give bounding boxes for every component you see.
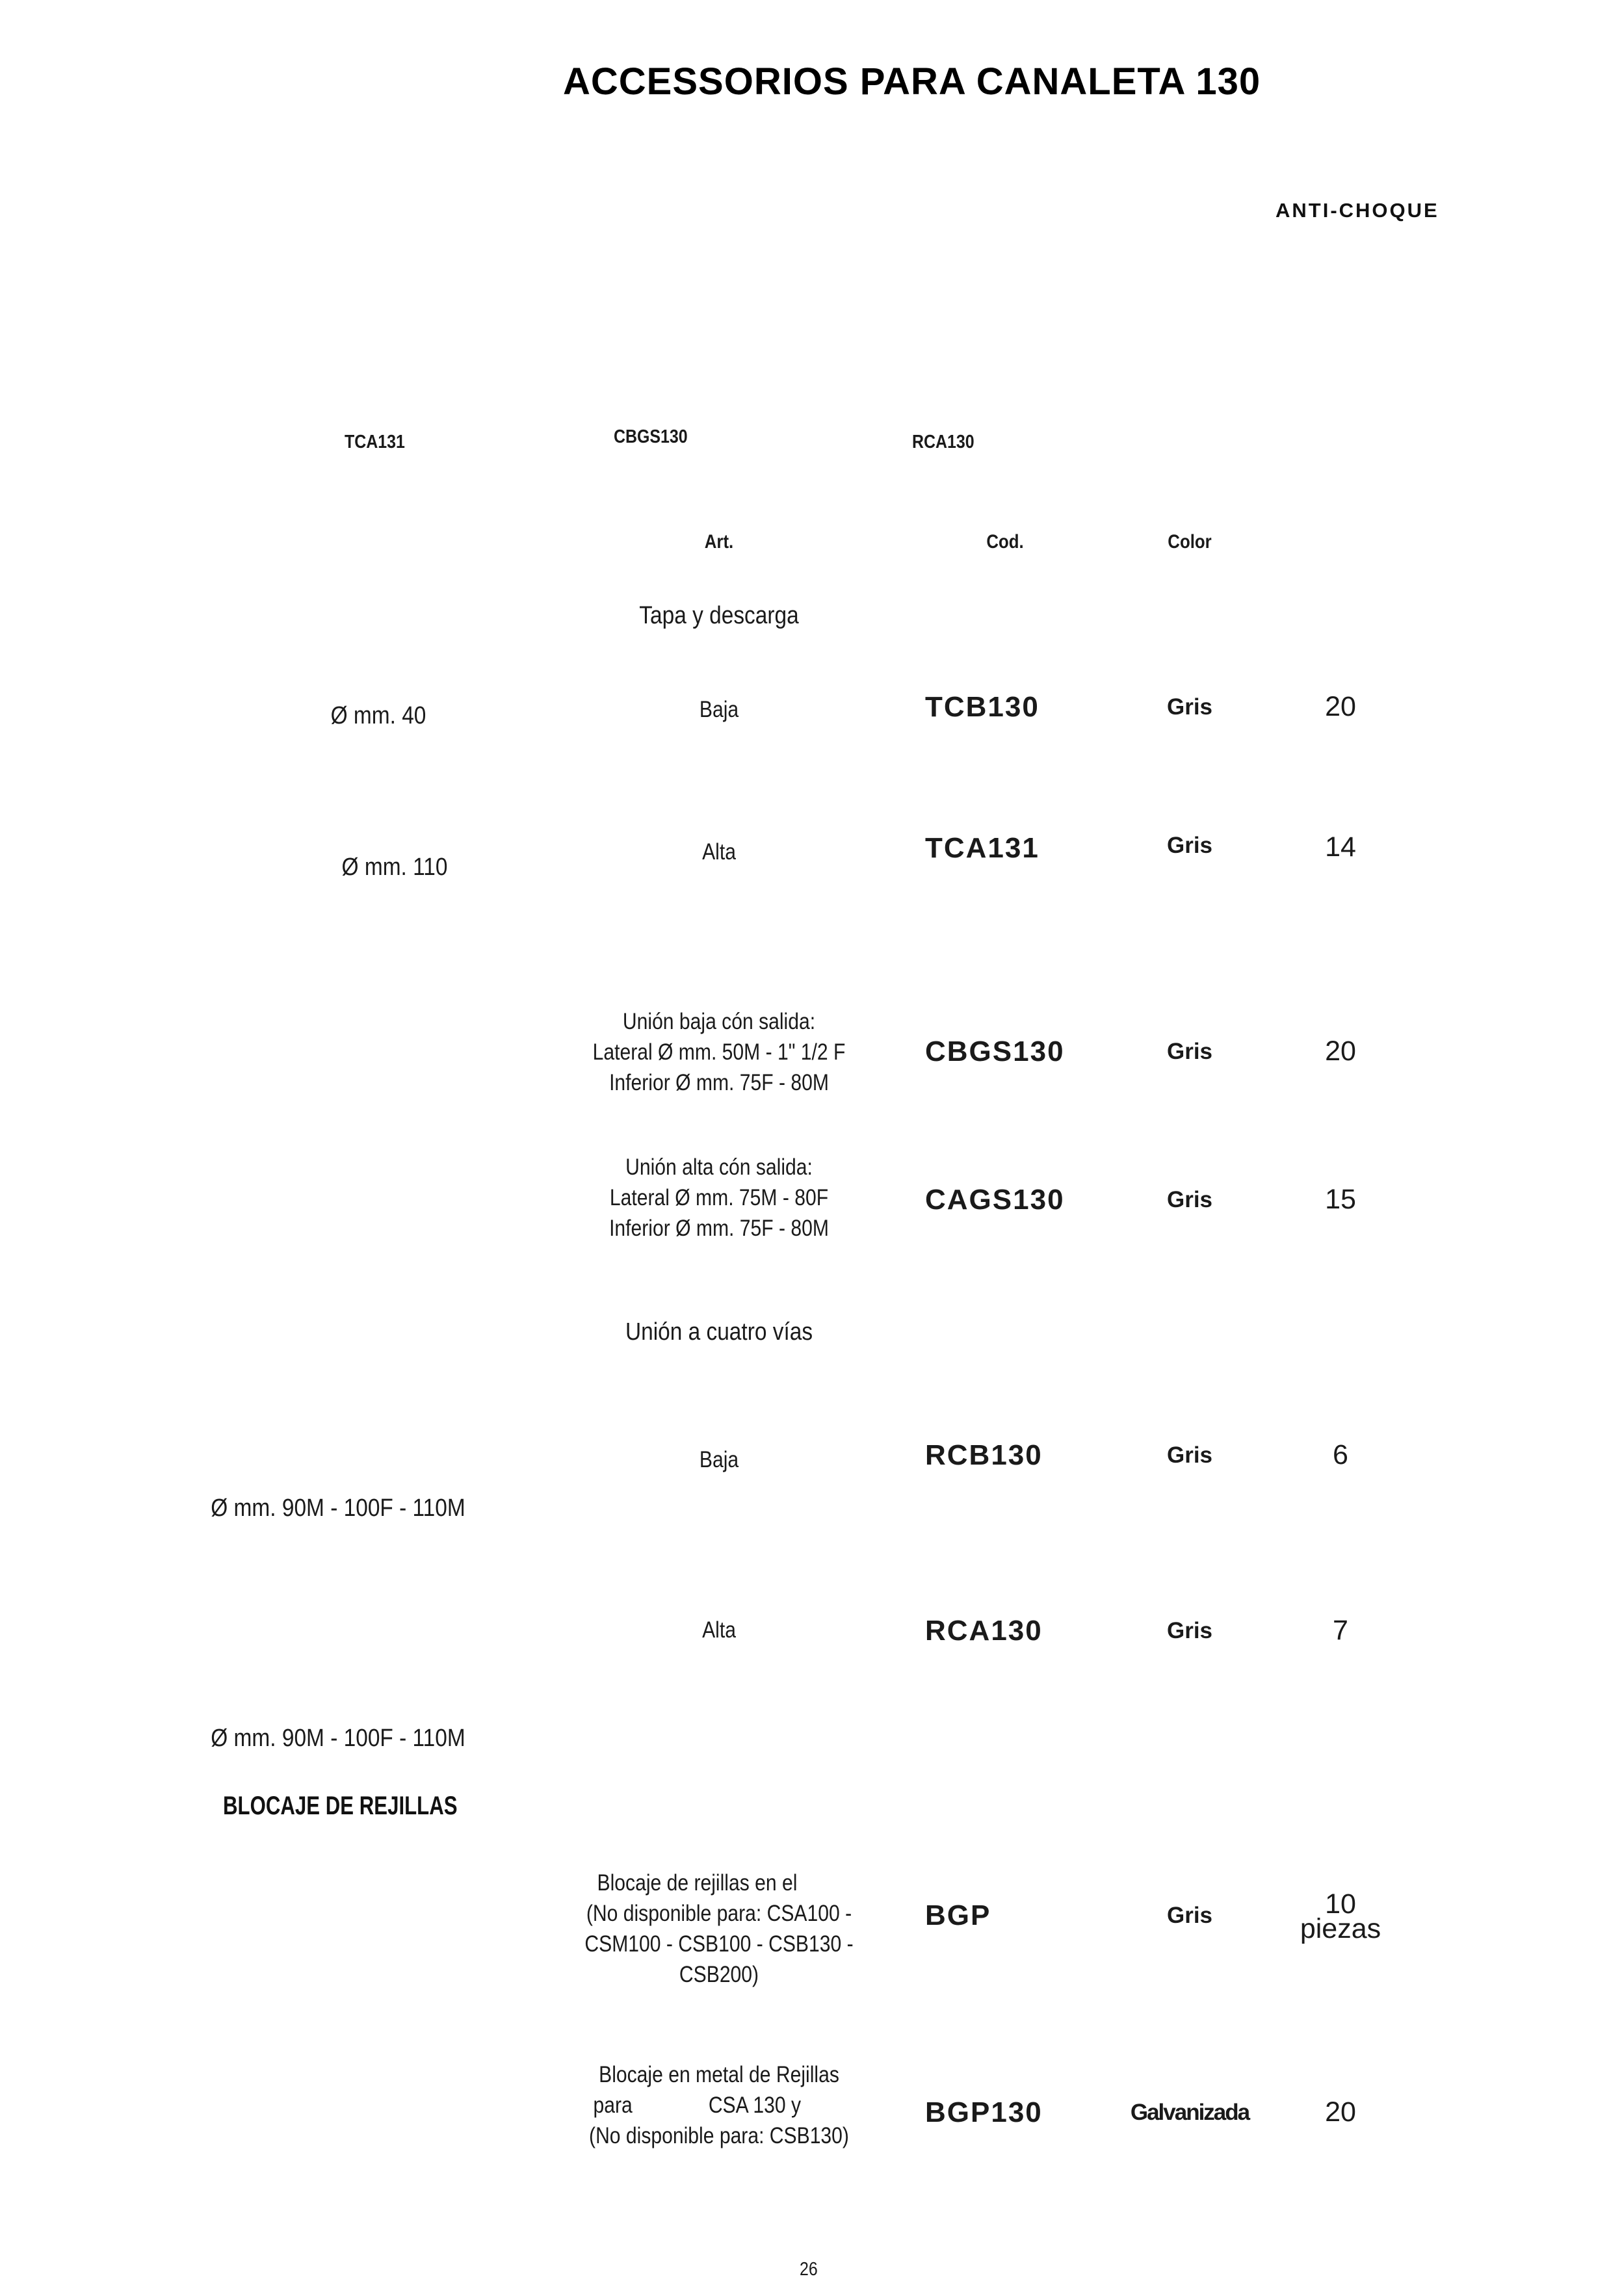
group-union-cuatro-vias: Unión a cuatro vías bbox=[625, 1318, 813, 1346]
row-qty: 20 bbox=[1325, 1036, 1356, 1067]
page-title: ACCESSORIOS PARA CANALETA 130 bbox=[563, 60, 1261, 103]
image-label-cbgs130: CBGS130 bbox=[614, 426, 688, 447]
row-qty: 6 bbox=[1333, 1439, 1348, 1470]
row-code: BGP130 bbox=[925, 2096, 1043, 2128]
diameter-label: Ø mm. 90M - 100F - 110M bbox=[211, 1494, 465, 1522]
page-number: 26 bbox=[800, 2259, 818, 2280]
row-qty: 14 bbox=[1325, 831, 1356, 863]
row-color: Gris bbox=[1166, 833, 1213, 858]
anti-choque-badge: ANTI-CHOQUE bbox=[1275, 199, 1439, 222]
group-tapa-y-descarga: Tapa y descarga bbox=[639, 602, 799, 629]
row-art: Unión baja cón salida: Lateral Ø mm. 50M - 1" 1/2 F Inferior Ø mm. 75F - 80M bbox=[592, 1009, 846, 1095]
row-qty: 20 bbox=[1325, 691, 1356, 722]
row-color: Gris bbox=[1166, 1442, 1213, 1468]
diameter-label: Ø mm. 40 bbox=[330, 702, 426, 729]
image-label-tca131: TCA131 bbox=[345, 432, 405, 452]
row-code: BGP bbox=[925, 1899, 991, 1931]
diameter-label: Ø mm. 110 bbox=[341, 854, 448, 881]
row-art: Blocaje de rejillas en el (No disponible para: CSA100 - CSM100 - CSB100 - CSB130 - CSB200) bbox=[584, 1870, 854, 1987]
row-art: Baja bbox=[699, 1447, 739, 1472]
image-label-rca130: RCA130 bbox=[912, 432, 975, 452]
row-code: RCA130 bbox=[925, 1615, 1043, 1647]
row-color: Gris bbox=[1166, 1903, 1213, 1928]
row-color: Gris bbox=[1166, 1039, 1213, 1064]
row-code: CAGS130 bbox=[925, 1184, 1065, 1216]
row-art: Alta bbox=[702, 1617, 736, 1643]
row-qty: 20 bbox=[1325, 2096, 1356, 2128]
row-qty: 15 bbox=[1325, 1184, 1356, 1215]
header-art: Art. bbox=[704, 531, 734, 553]
row-color: Gris bbox=[1166, 1618, 1213, 1643]
row-code: RCB130 bbox=[925, 1439, 1043, 1471]
row-art: Blocaje en metal de Rejillas para CSA 130 y (No disponible para: CSB130) bbox=[589, 2062, 849, 2148]
row-color: Gris bbox=[1166, 1187, 1213, 1212]
row-art: Alta bbox=[702, 839, 736, 865]
section-title: BLOCAJE DE REJILLAS bbox=[223, 1792, 458, 1820]
row-code: TCB130 bbox=[925, 691, 1040, 723]
row-code: TCA131 bbox=[925, 832, 1040, 864]
row-color: Galvanizada bbox=[1130, 2100, 1249, 2125]
header-cod: Cod. bbox=[986, 531, 1024, 553]
row-qty: 7 bbox=[1333, 1615, 1348, 1646]
row-art: Baja bbox=[699, 697, 739, 722]
row-art: Unión alta cón salida: Lateral Ø mm. 75M - 80F Inferior Ø mm. 75F - 80M bbox=[609, 1155, 829, 1241]
row-qty: 10 piezas bbox=[1300, 1888, 1381, 1944]
row-code: CBGS130 bbox=[925, 1036, 1065, 1067]
header-color: Color bbox=[1168, 531, 1212, 553]
row-color: Gris bbox=[1166, 694, 1213, 720]
diameter-label: Ø mm. 90M - 100F - 110M bbox=[211, 1725, 465, 1752]
